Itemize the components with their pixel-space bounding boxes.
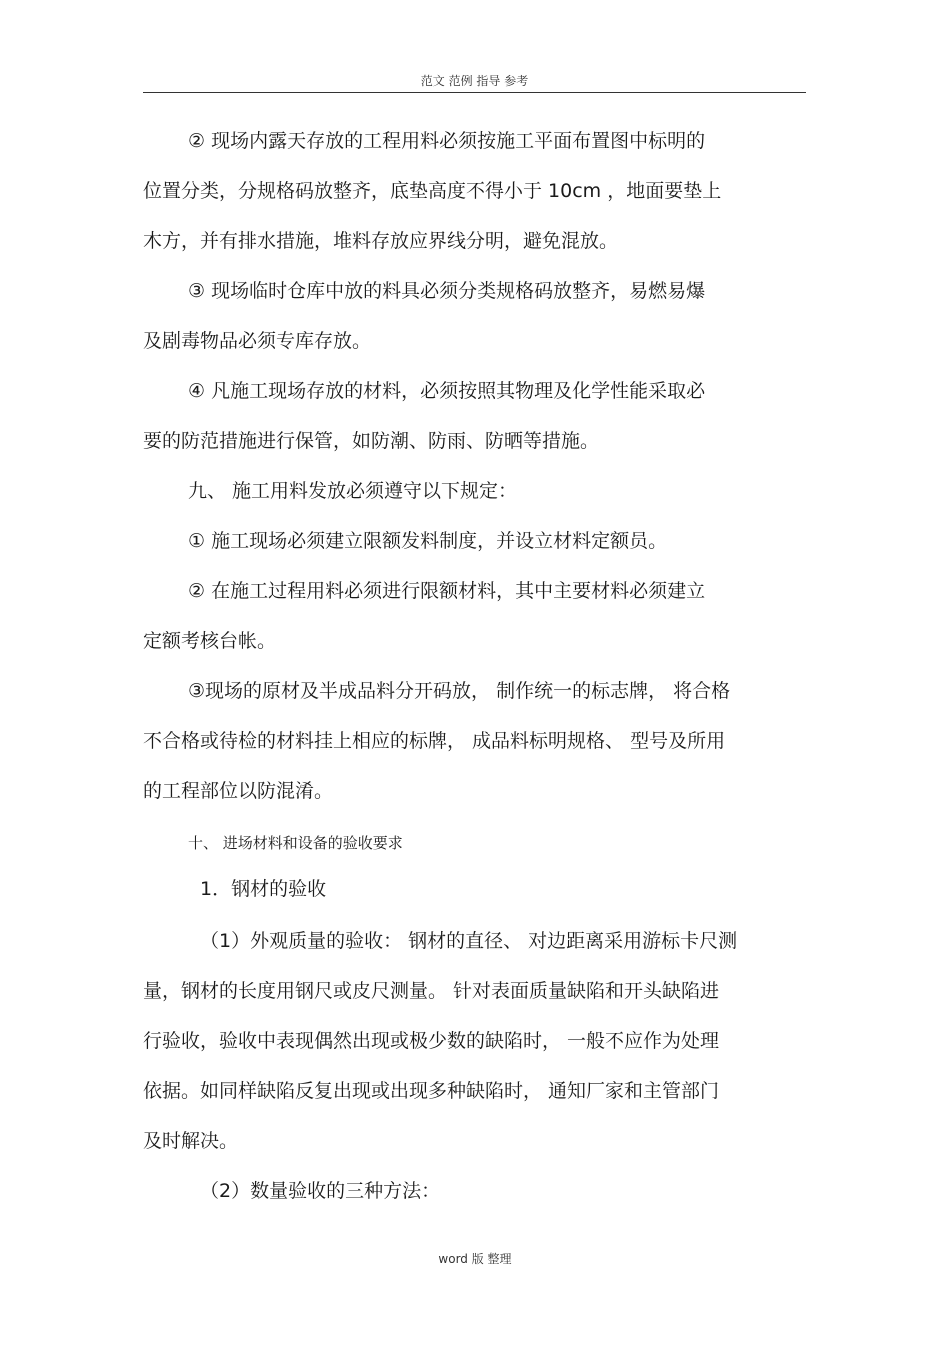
paragraph-line: ① 施工现场必须建立限额发料制度，并设立材料定额员。 [188,530,668,552]
page-footer [0,1250,950,1267]
paragraph-line: （1）外观质量的验收： 钢材的直径、 对边距离采用游标卡尺测 [200,930,738,952]
paragraph-line: （2）数量验收的三种方法： [200,1180,441,1202]
header-text: 范文 范例 指导 参考 [420,74,529,88]
paragraph-line: 木方，并有排水措施，堆料存放应界线分明，避免混放。 [143,230,619,252]
section-heading: 十、 进场材料和设备的验收要求 [188,834,403,852]
paragraph-line: 及时解决。 [143,1130,239,1152]
paragraph-line: 量，钢材的长度用钢尺或皮尺测量。 针对表面质量缺陷和开头缺陷进 [143,980,720,1002]
footer-text: word 版 整理 [438,1252,512,1266]
paragraph-line: ③现场的原材及半成品料分开码放， 制作统一的标志牌， 将合格 [188,680,731,702]
paragraph-line: 的工程部位以防混淆。 [143,780,334,802]
paragraph-line: 依据。如同样缺陷反复出现或出现多种缺陷时， 通知厂家和主管部门 [143,1080,720,1102]
paragraph-line: 及剧毒物品必须专库存放。 [143,330,372,352]
paragraph-line: ② 在施工过程用料必须进行限额材料，其中主要材料必须建立 [188,580,706,602]
subsection-heading: 1．钢材的验收 [200,878,327,900]
paragraph-line: 要的防范措施进行保管，如防潮、防雨、防晒等措施。 [143,430,600,452]
paragraph-line: 位置分类，分规格码放整齐，底垫高度不得小于 10cm ，地面要垫上 [143,180,722,202]
paragraph-line: 行验收，验收中表现偶然出现或极少数的缺陷时， 一般不应作为处理 [143,1030,720,1052]
section-heading: 九、 施工用料发放必须遵守以下规定： [188,480,518,502]
paragraph-line: ④ 凡施工现场存放的材料，必须按照其物理及化学性能采取必 [188,380,706,402]
paragraph-line: ② 现场内露天存放的工程用料必须按施工平面布置图中标明的 [188,130,706,152]
page-header [143,68,806,93]
paragraph-line: 定额考核台帐。 [143,630,277,652]
paragraph-line: 不合格或待检的材料挂上相应的标牌， 成品料标明规格、 型号及所用 [143,730,726,752]
paragraph-line: ③ 现场临时仓库中放的料具必须分类规格码放整齐，易燃易爆 [188,280,706,302]
